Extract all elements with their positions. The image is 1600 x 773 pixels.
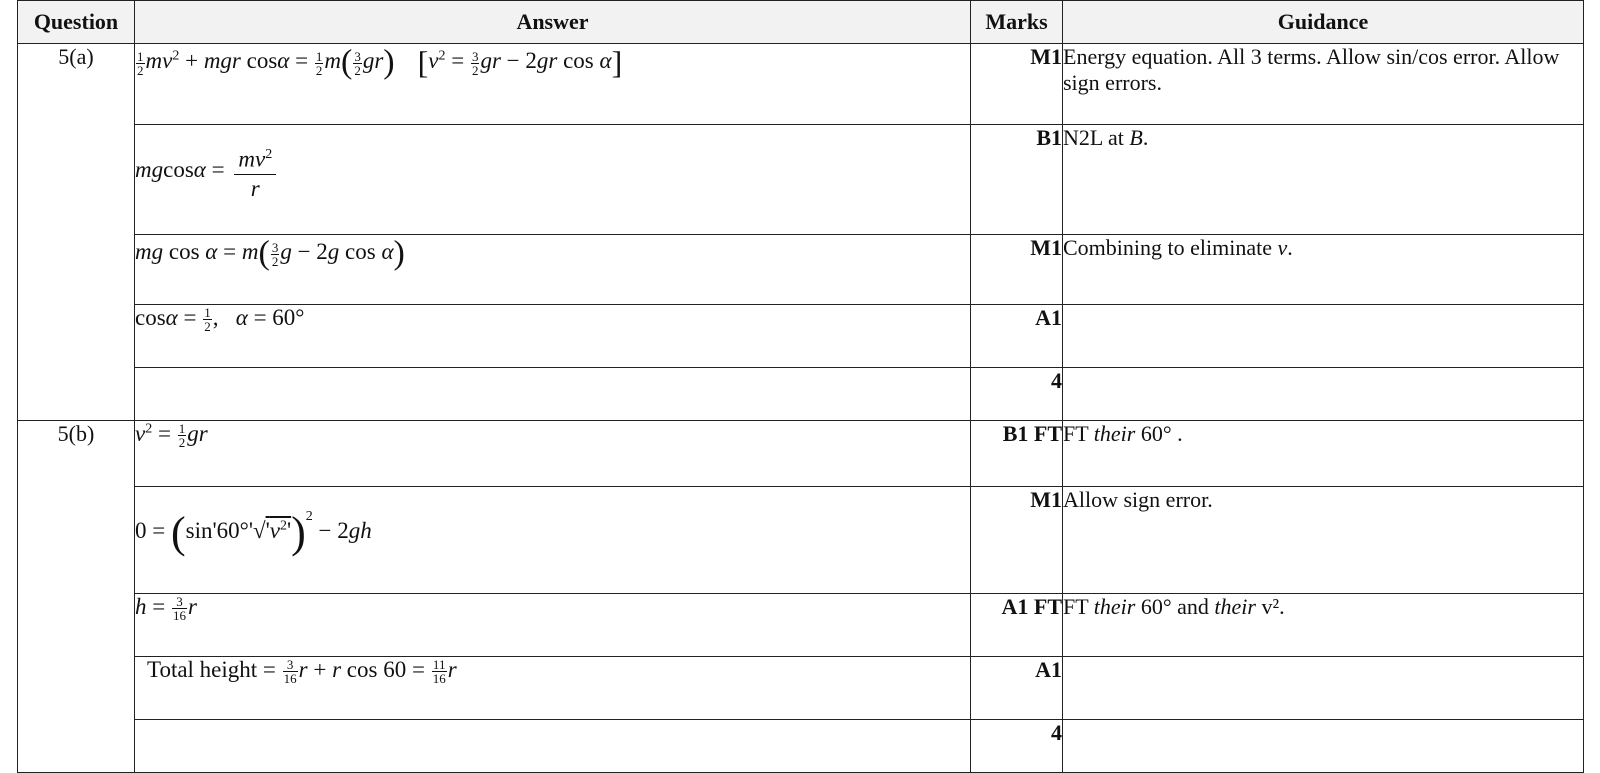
answer-total-height: Total height = $\frac{3}{16}$ r + r cos 60 = $\frac{11}{16}$ r [135, 657, 971, 720]
table-row [18, 235, 1584, 305]
answer-suvat: $0 = (\sin'60^\circ'√'v^2')^2 - 2gh$ [135, 487, 971, 594]
marks-total-5b: 4 [971, 720, 1063, 773]
table-row [18, 125, 1584, 235]
header-question: Question [18, 1, 135, 44]
marks-cell: A1 FT [971, 594, 1063, 657]
header-marks: Marks [971, 1, 1063, 44]
marks-cell: M1 [971, 44, 1063, 125]
marks-cell: A1 [971, 657, 1063, 720]
marks-cell: B1 FT [971, 421, 1063, 487]
guidance-cell: FT their 60° . [1063, 421, 1584, 487]
guidance-cell: FT their 60° and their v². [1063, 594, 1584, 657]
header-answer: Answer [135, 1, 971, 44]
question-label-5a: 5(a) [18, 44, 135, 421]
answer-v-squared: $v^2$ = $\frac{1}{2}$ gr [135, 421, 971, 487]
answer-alpha: cosα = $\frac{1}{2}$ , α = 60° [135, 305, 971, 368]
guidance-cell [1063, 720, 1584, 773]
header-guidance: Guidance [1063, 1, 1584, 44]
answer-n2l: mgcosα = $\frac{mv^2}{r}$ [135, 125, 971, 235]
answer-energy-equation: $\frac{1}{2}$ $mv^2$ + mgr cosα = $\frac{1}{2}$ m( $\frac{3}{2}$ gr) [$v^2$ = $\frac{3}{2}$ gr − 2gr cos α] [135, 44, 971, 125]
marks-total-5a: 4 [971, 368, 1063, 421]
answer-h: h = $\frac{3}{16}$ r [135, 594, 971, 657]
table-row [18, 594, 1584, 657]
marks-cell: M1 [971, 235, 1063, 305]
mark-scheme-table [17, 0, 1584, 773]
marks-cell: B1 [971, 125, 1063, 235]
table-row [18, 657, 1584, 720]
header-row [18, 1, 1584, 44]
guidance-cell: Energy equation. All 3 terms. Allow sin/cos error. Allow sign errors. [1063, 44, 1584, 125]
answer-blank [135, 368, 971, 421]
guidance-cell: N2L at B. [1063, 125, 1584, 235]
marks-cell: M1 [971, 487, 1063, 594]
table-row [18, 305, 1584, 368]
question-label-5b: 5(b) [18, 421, 135, 773]
table-row [18, 44, 1584, 125]
answer-blank [135, 720, 971, 773]
guidance-cell [1063, 368, 1584, 421]
marks-cell: A1 [971, 305, 1063, 368]
guidance-cell [1063, 305, 1584, 368]
table-row [18, 487, 1584, 594]
table-row [18, 368, 1584, 421]
table-row [18, 421, 1584, 487]
answer-combine: mg cos α = m( $\frac{3}{2}$ g − 2g cos α) [135, 235, 971, 305]
table-row [18, 720, 1584, 773]
guidance-cell [1063, 657, 1584, 720]
guidance-cell: Allow sign error. [1063, 487, 1584, 594]
guidance-cell: Combining to eliminate v. [1063, 235, 1584, 305]
